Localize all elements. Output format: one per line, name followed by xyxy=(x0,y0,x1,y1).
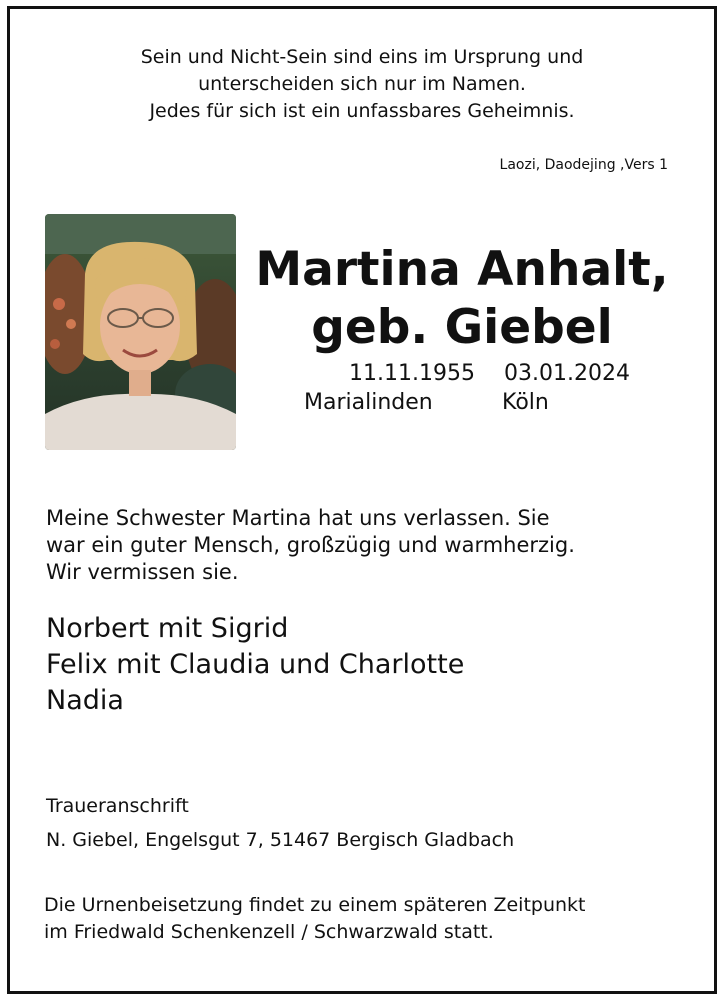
maiden-name: geb. Giebel xyxy=(311,300,613,355)
message-line-1: Meine Schwester Martina hat uns verlassen. Sie xyxy=(46,506,550,530)
portrait-photo xyxy=(45,214,236,450)
mourning-address: N. Giebel, Engelsgut 7, 51467 Bergisch Gladbach xyxy=(46,829,515,851)
burial-note-line-1: Die Urnenbeisetzung findet zu einem späteren Zeitpunkt xyxy=(44,894,586,916)
family-member-line-3: Nadia xyxy=(46,685,124,716)
mourning-address-label: Traueranschrift xyxy=(46,795,189,817)
quote-line-1: Sein und Nicht-Sein sind eins im Ursprung und xyxy=(140,46,584,68)
birth-date: 11.11.1955 xyxy=(349,361,475,386)
death-date: 03.01.2024 xyxy=(504,361,630,386)
message-line-3: Wir vermissen sie. xyxy=(46,560,239,584)
burial-note-line-2: im Friedwald Schenkenzell / Schwarzwald statt. xyxy=(44,921,494,943)
family-member-line-1: Norbert mit Sigrid xyxy=(46,613,289,644)
death-place: Köln xyxy=(502,390,549,415)
quote-line-2: unterscheiden sich nur im Namen. xyxy=(198,73,526,95)
family-member-line-2: Felix mit Claudia und Charlotte xyxy=(46,649,465,680)
deceased-name: Martina Anhalt, xyxy=(255,242,669,297)
message-line-2: war ein guter Mensch, großzügig und warmherzig. xyxy=(46,533,575,557)
quote-source: Laozi, Daodejing ,Vers 1 xyxy=(499,157,668,173)
quote-line-3: Jedes für sich ist ein unfassbares Geheimnis. xyxy=(149,100,575,122)
birth-place: Marialinden xyxy=(304,390,433,415)
